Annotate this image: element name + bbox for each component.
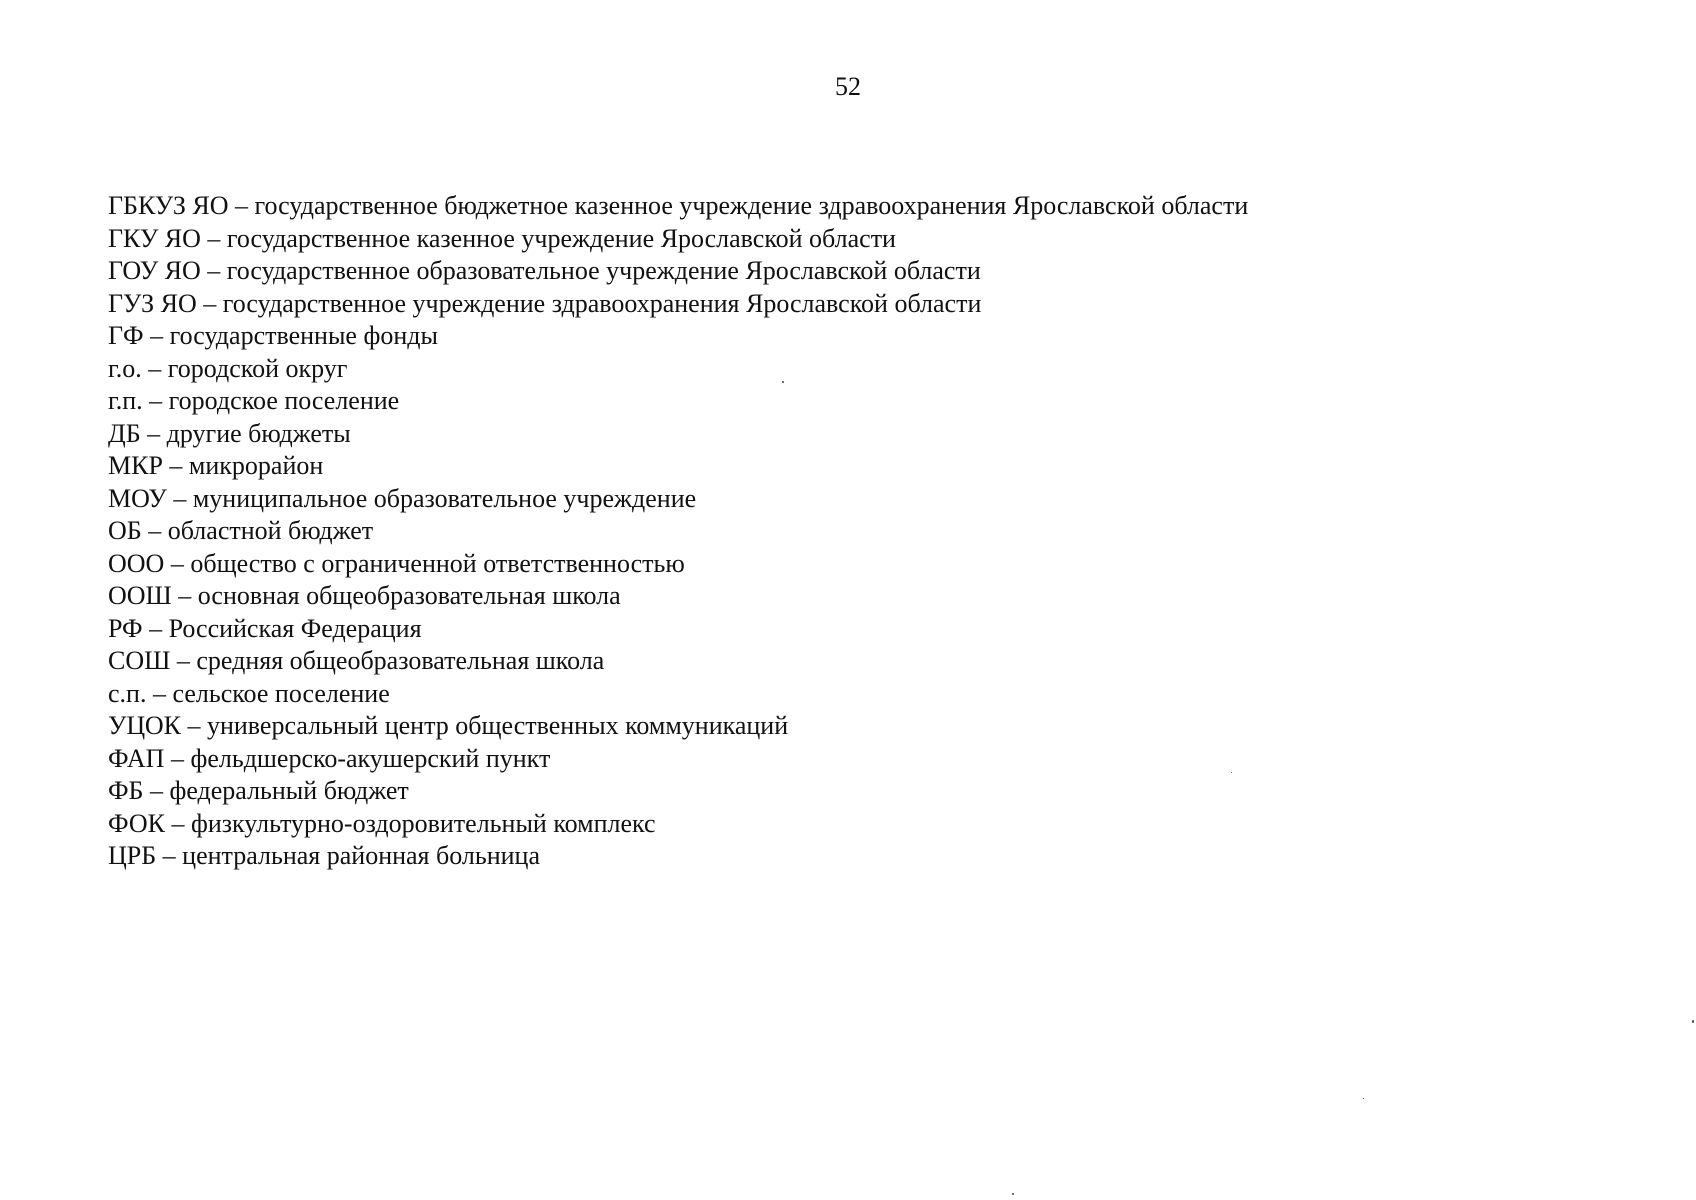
- abbreviation-item: [108, 548, 1248, 581]
- abbreviation-separator: –: [164, 743, 191, 773]
- abbreviation-term: ГОУ ЯО: [108, 256, 201, 285]
- abbreviation-separator: –: [141, 516, 168, 545]
- abbreviation-term: ООО: [108, 548, 165, 578]
- abbreviation-meaning: основная общеобразовательная школа: [197, 581, 621, 610]
- abbreviation-separator: –: [141, 353, 168, 383]
- abbreviation-term: ФОК: [108, 808, 165, 838]
- abbreviation-item: [108, 775, 1248, 808]
- abbreviation-term: СОШ: [108, 646, 171, 675]
- abbreviation-item: [108, 808, 1248, 841]
- abbreviation-separator: –: [196, 288, 223, 318]
- abbreviation-meaning: областной бюджет: [167, 516, 374, 545]
- abbreviation-item: [108, 710, 1248, 743]
- abbreviation-item: [108, 385, 1248, 418]
- abbreviation-meaning: государственные фонды: [169, 321, 438, 350]
- abbreviation-item: [108, 353, 1248, 386]
- abbreviation-term: ЦРБ: [108, 841, 157, 870]
- abbreviation-item: [108, 580, 1248, 613]
- abbreviation-item: [108, 450, 1248, 483]
- abbreviation-separator: –: [156, 841, 183, 870]
- abbreviation-meaning: государственное казенное учреждение Ярославской области: [226, 223, 896, 253]
- abbreviation-term: ГБКУЗ ЯО: [108, 191, 229, 220]
- scan-speck: [1363, 1098, 1364, 1099]
- abbreviation-item: [108, 613, 1248, 646]
- abbreviation-item: [108, 255, 1248, 288]
- abbreviation-separator: –: [140, 418, 167, 448]
- abbreviation-item: [108, 743, 1248, 776]
- abbreviation-meaning: федеральный бюджет: [169, 776, 409, 805]
- scan-speck: [1231, 772, 1232, 773]
- page-number: 52: [835, 72, 861, 101]
- abbreviation-separator: –: [164, 808, 191, 838]
- abbreviation-term: УЦОК: [108, 711, 181, 740]
- abbreviation-item: [108, 320, 1248, 353]
- abbreviation-separator: –: [200, 256, 227, 285]
- abbreviation-item: [108, 418, 1248, 451]
- abbreviation-item: [108, 645, 1248, 678]
- abbreviation-separator: –: [162, 451, 189, 480]
- abbreviation-meaning: Российская Федерация: [168, 613, 422, 643]
- abbreviation-meaning: универсальный центр общественных коммуникаций: [206, 711, 789, 740]
- abbreviation-meaning: государственное образовательное учреждение Ярославской области: [226, 256, 981, 285]
- abbreviation-separator: –: [200, 223, 227, 253]
- abbreviation-meaning: городской округ: [167, 353, 348, 383]
- abbreviation-meaning: общество с ограниченной ответственностью: [190, 548, 685, 578]
- abbreviation-item: [108, 483, 1248, 516]
- abbreviation-term: г.п.: [108, 386, 143, 415]
- scan-speck: [1692, 1020, 1694, 1023]
- abbreviation-separator: –: [143, 776, 170, 805]
- abbreviation-term: с.п.: [108, 678, 147, 708]
- abbreviation-separator: –: [142, 386, 169, 415]
- abbreviation-separator: –: [170, 646, 197, 675]
- abbreviation-item: [108, 190, 1248, 223]
- abbreviation-meaning: центральная районная больница: [182, 841, 541, 870]
- abbreviation-item: [108, 840, 1248, 873]
- abbreviation-meaning: государственное бюджетное казенное учреждение здравоохранения Ярославской области: [254, 191, 1249, 220]
- abbreviation-term: ФАП: [108, 743, 165, 773]
- scan-speck: [1012, 1193, 1014, 1195]
- abbreviation-term: ООШ: [108, 581, 172, 610]
- abbreviation-separator: –: [228, 191, 255, 220]
- abbreviation-meaning: сельское поселение: [172, 678, 390, 708]
- abbreviation-separator: –: [171, 581, 198, 610]
- abbreviation-meaning: государственное учреждение здравоохранения Ярославской области: [222, 288, 982, 318]
- abbreviation-term: ГУЗ ЯО: [108, 288, 197, 318]
- abbreviation-meaning: средняя общеобразовательная школа: [196, 646, 605, 675]
- abbreviation-term: МКР: [108, 451, 163, 480]
- abbreviation-term: ГКУ ЯО: [108, 223, 201, 253]
- abbreviation-term: ОБ: [108, 516, 142, 545]
- abbreviation-meaning: другие бюджеты: [166, 418, 351, 448]
- abbreviation-item: [108, 288, 1248, 321]
- abbreviation-term: ГФ: [108, 321, 144, 350]
- abbreviation-list: [108, 190, 1248, 873]
- abbreviation-separator: –: [143, 321, 170, 350]
- abbreviation-item: [108, 223, 1248, 256]
- abbreviation-term: РФ: [108, 613, 143, 643]
- abbreviation-separator: –: [180, 711, 207, 740]
- abbreviation-separator: –: [146, 678, 173, 708]
- abbreviation-term: ДБ: [108, 418, 141, 448]
- abbreviation-separator: –: [166, 483, 193, 513]
- abbreviation-item: [108, 678, 1248, 711]
- abbreviation-meaning: городское поселение: [168, 386, 400, 415]
- abbreviation-term: ФБ: [108, 776, 144, 805]
- abbreviation-meaning: фельдшерско-акушерский пункт: [190, 743, 551, 773]
- scan-speck: [782, 381, 784, 383]
- abbreviation-meaning: физкультурно-оздоровительный комплекс: [190, 808, 656, 838]
- abbreviation-separator: –: [164, 548, 191, 578]
- abbreviation-term: г.о.: [108, 353, 142, 383]
- abbreviation-item: [108, 515, 1248, 548]
- abbreviation-separator: –: [142, 613, 169, 643]
- abbreviation-meaning: микрорайон: [188, 451, 324, 480]
- abbreviation-meaning: муниципальное образовательное учреждение: [192, 483, 697, 513]
- abbreviation-term: МОУ: [108, 483, 167, 513]
